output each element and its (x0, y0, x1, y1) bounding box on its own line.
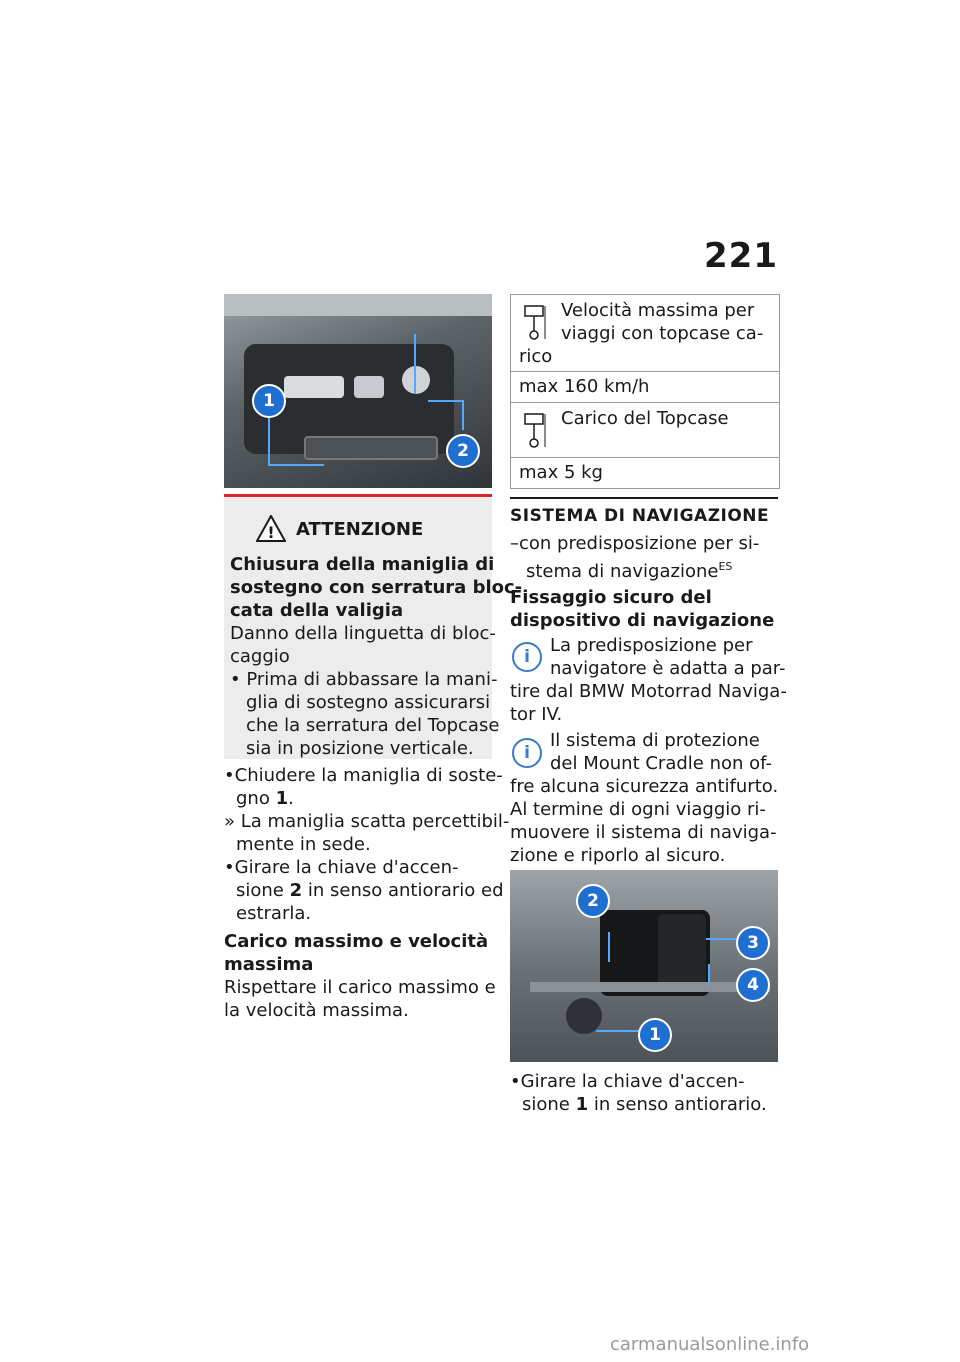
watermark: carmanualsonline.info (610, 1334, 810, 1355)
spec-load-value: max 5 kg (519, 462, 603, 483)
nav-title: SISTEMA DI NAVIGAZIONE (510, 506, 770, 526)
callout-1: 1 (252, 384, 286, 418)
callout-2: 2 (446, 434, 480, 468)
load-text: Rispettare il carico massimo e la velocità massima. (224, 977, 496, 1021)
warning-triangle-icon (256, 515, 286, 542)
callout-4: 4 (736, 968, 770, 1002)
nav-mount-figure (510, 870, 778, 1062)
topcase-handle-figure (224, 294, 492, 488)
warning-box (224, 494, 523, 759)
info-icon: i (512, 642, 542, 672)
spec-load: Carico del Topcase max 5 kg (510, 402, 780, 489)
list-item: •Girare la chiave d'accen- (224, 857, 459, 878)
warning-title: ATTENZIONE (296, 519, 424, 540)
callout-1: 1 (638, 1018, 672, 1052)
callout-2: 2 (576, 884, 610, 918)
warning-damage: Danno della linguetta di bloc- caggio (230, 623, 496, 667)
load-weight-icon (519, 303, 549, 343)
spec-speed-value: max 160 km/h (519, 376, 650, 397)
load-title: Carico massimo e velocità massima (224, 931, 489, 975)
nav-option: –con predisposizione per si- stema di navigazione$^{ES}$ (510, 533, 760, 582)
info-icon: i (512, 738, 542, 768)
warning-bullet: • Prima di abbassare la mani- glia di sostegno assicurarsi che la serratura del Topcase sia in posizione verticale. (230, 669, 500, 759)
callout-3: 3 (736, 926, 770, 960)
list-item: » La maniglia scatta percettibil- (224, 811, 510, 832)
load-weight-icon (519, 411, 549, 451)
warning-heading: Chiusura della maniglia di sostegno con serratura bloc- cata della valigia (230, 554, 523, 621)
list-item: •Chiudere la maniglia di soste- (224, 765, 503, 786)
spec-speed: Velocità massima per viaggi con topcase ca- rico max 160 km/h (510, 294, 780, 403)
steps-left: •Chiudere la maniglia di soste- gno 1. » La maniglia scatta percettibil- mente in sede. •Girare la chiave d'accen- sione 2 in senso antiorario ed estrarla. (224, 765, 510, 924)
nav-info-1: La predisposizione per navigatore è adatta a par- tire dal BMW Motorrad Naviga- tor IV. (510, 635, 787, 725)
nav-info-2: Il sistema di protezione del Mount Cradle non of- fre alcuna sicurezza antifurto. Al termine di ogni viaggio ri- muovere il sistema di naviga- zione e riporlo al sicuro. (510, 730, 779, 866)
section-rule (510, 497, 778, 499)
page-number: 221 (704, 236, 778, 276)
svg-text:!: ! (267, 523, 275, 542)
nav-subtitle: Fissaggio sicuro del dispositivo di navigazione (510, 587, 775, 631)
step-right: •Girare la chiave d'accen- sione 1 in senso antiorario. (510, 1071, 767, 1115)
